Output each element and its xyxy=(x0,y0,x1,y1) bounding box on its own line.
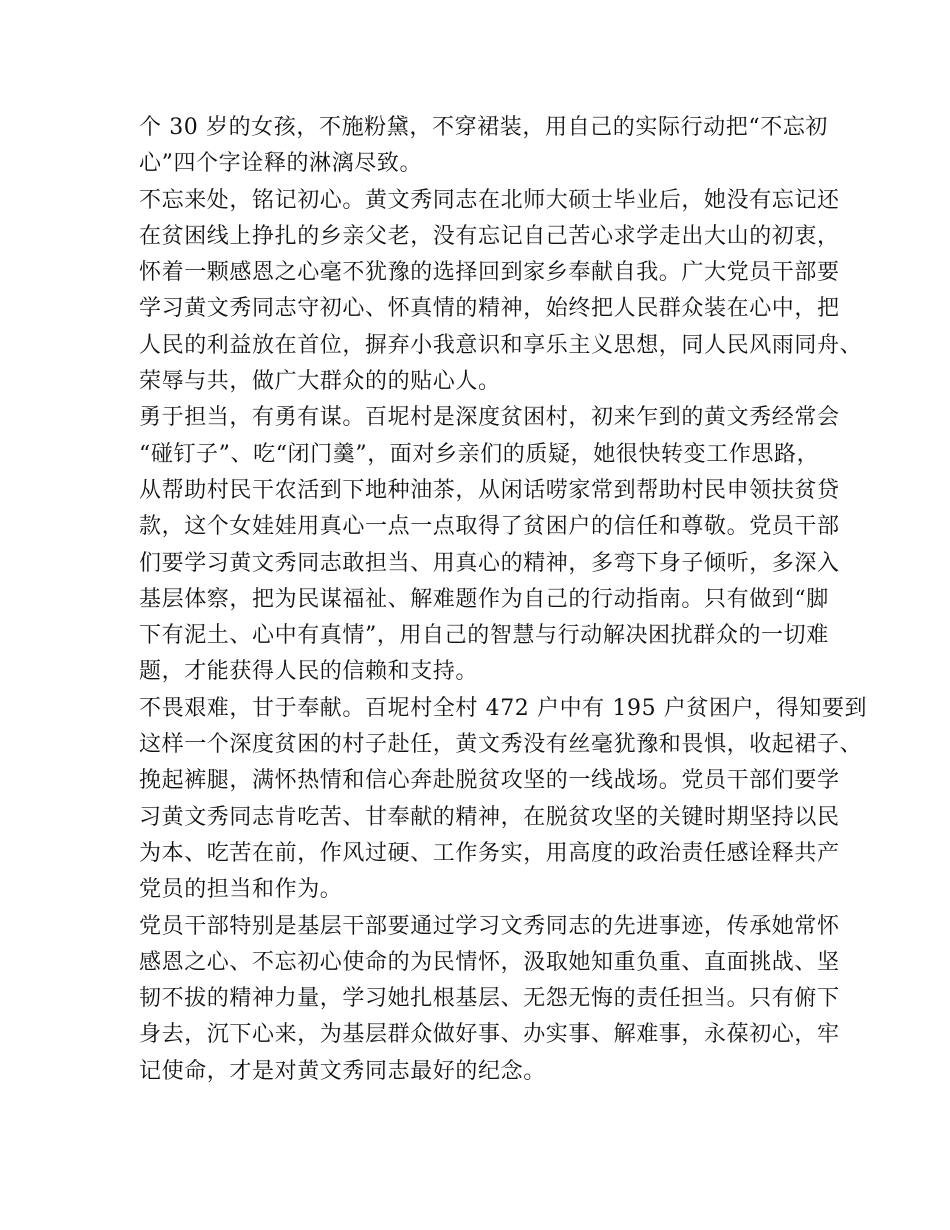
text-line: 勇于担当，有勇有谋。百坭村是深度贫困村，初来乍到的黄文秀经常会 xyxy=(139,405,840,431)
text-line: 不忘来处，铭记初心。黄文秀同志在北师大硕士毕业后，她没有忘记还 xyxy=(139,187,840,213)
text-line: 款，这个女娃娃用真心一点一点取得了贫困户的信任和尊敬。党员干部 xyxy=(139,514,840,540)
text-line: 荣辱与共，做广大群众的的贴心人。 xyxy=(139,369,501,395)
text-line: 怀着一颗感恩之心毫不犹豫的选择回到家乡奉献自我。广大党员干部要 xyxy=(139,260,840,286)
text-line: 学习黄文秀同志守初心、怀真情的精神，始终把人民群众装在心中，把 xyxy=(139,296,840,322)
paragraph-1 xyxy=(139,110,829,183)
text-line: 挽起裤腿，满怀热情和信心奔赴脱贫攻坚的一线战场。党员干部们要学 xyxy=(139,768,840,794)
text-line: 下有泥土、心中有真情”，用自己的智慧与行动解决困扰群众的一切难 xyxy=(139,623,829,649)
text-line: 们要学习黄文秀同志敢担当、用真心的精神，多弯下身子倾听，多深入 xyxy=(139,550,840,576)
text-line: 记使命，才是对黄文秀同志最好的纪念。 xyxy=(139,1058,546,1084)
text-line: 这样一个深度贫困的村子赴任，黄文秀没有丝毫犹豫和畏惧，收起裙子、 xyxy=(139,732,863,758)
text-line: 题，才能获得人民的信赖和支持。 xyxy=(139,659,479,685)
paragraph-4 xyxy=(139,691,868,909)
text-line: 为本、吃苦在前，作风过硬、工作务实，用高度的政治责任感诠释共产 xyxy=(139,840,840,866)
text-line: 韧不拔的精神力量，学习她扎根基层、无怨无悔的责任担当。只有俯下 xyxy=(139,986,840,1012)
paragraph-5 xyxy=(139,909,840,1090)
text-line: “碰钉子”、吃“闭门羹”，面对乡亲们的质疑，她很快转变工作思路， xyxy=(139,441,820,467)
text-line: 基层体察，把为民谋福祉、解难题作为自己的行动指南。只有做到“脚 xyxy=(139,586,829,612)
text-line: 身去，沉下心来，为基层群众做好事、办实事、解难事，永葆初心，牢 xyxy=(139,1022,840,1048)
text-line: 在贫困线上挣扎的乡亲父老，没有忘记自己苦心求学走出大山的初衷， xyxy=(139,223,840,249)
document-body xyxy=(139,110,868,1090)
text-line: 从帮助村民干农活到下地种油茶，从闲话唠家常到帮助村民申领扶贫贷 xyxy=(139,477,840,503)
text-line: 习黄文秀同志肯吃苦、甘奉献的精神，在脱贫攻坚的关键时期坚持以民 xyxy=(139,804,840,830)
text-line: 感恩之心、不忘初心使命的为民情怀，汲取她知重负重、直面挑战、坚 xyxy=(139,949,840,975)
text-line: 党员的担当和作为。 xyxy=(139,877,343,903)
text-line: 不畏艰难，甘于奉献。百坭村全村 472 户中有 195 户贫困户，得知要到 xyxy=(139,695,868,721)
text-line: 心”四个字诠释的淋漓尽致。 xyxy=(139,151,423,177)
text-line: 党员干部特别是基层干部要通过学习文秀同志的先进事迹，传承她常怀 xyxy=(139,913,840,939)
text-line: 个 30 岁的女孩，不施粉黛，不穿裙装，用自己的实际行动把“不忘初 xyxy=(139,115,829,140)
text-line: 人民的利益放在首位，摒弃小我意识和享乐主义思想，同人民风雨同舟、 xyxy=(139,332,863,358)
paragraph-3 xyxy=(139,400,840,690)
paragraph-2 xyxy=(139,183,863,401)
